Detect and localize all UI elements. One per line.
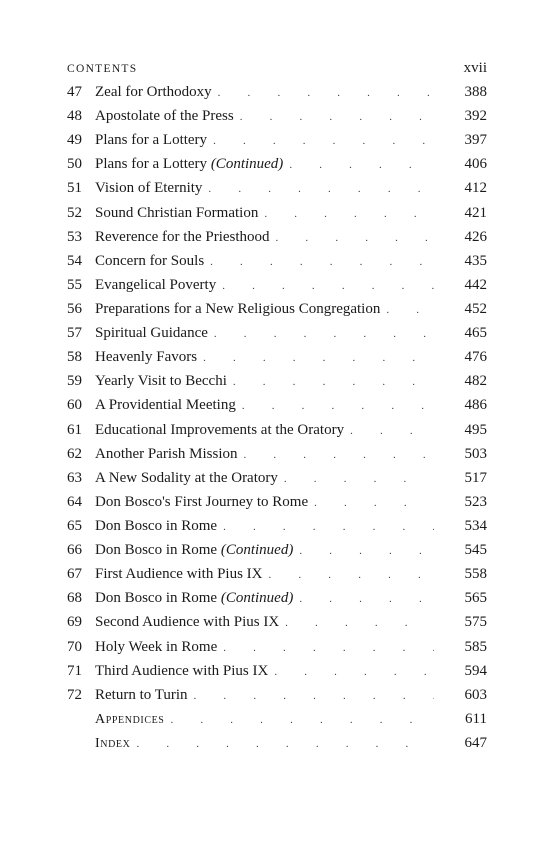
chapter-title (95, 80, 434, 105)
page-number: 421 (451, 201, 487, 225)
chapter-title-main: Don Bosco in Rome (95, 590, 218, 607)
chapter-number: 50 (67, 156, 82, 173)
toc-entry (67, 201, 487, 225)
chapter-title-main: Preparations for a New Religious Congregation (95, 300, 381, 317)
page-number: 426 (451, 225, 487, 249)
chapter-number: 49 (67, 132, 82, 149)
page-number: 647 (451, 731, 487, 755)
chapter-title-text (95, 614, 279, 630)
chapter-title-main: Third Audience with Pius IX (95, 662, 269, 679)
chapter-number: 64 (67, 493, 82, 510)
chapter-title-main: Yearly Visit to Becchi (95, 373, 227, 390)
chapter-number: 57 (67, 325, 82, 342)
page-number: 611 (451, 707, 487, 731)
page-number: 503 (451, 442, 487, 466)
chapter-title-main: Evangelical Poverty (95, 276, 217, 293)
toc-entry (67, 369, 487, 393)
chapter-title (95, 225, 434, 250)
chapter-number: 60 (67, 397, 82, 414)
chapter-title (95, 490, 434, 515)
toc-entry (67, 321, 487, 345)
chapter-number: 55 (67, 276, 82, 293)
chapter-title-text (95, 518, 217, 534)
toc-entry (67, 707, 487, 731)
chapter-title (95, 538, 434, 563)
chapter-title-main: Heavenly Favors (95, 349, 198, 366)
chapter-number: 48 (67, 108, 82, 125)
toc-entry (67, 393, 487, 417)
chapter-number: 71 (67, 662, 82, 679)
page-number: 392 (451, 104, 487, 128)
page-number: 545 (451, 538, 487, 562)
table-of-contents (67, 80, 487, 755)
page-number: 603 (451, 683, 487, 707)
chapter-title-text (95, 687, 188, 703)
page-number: 517 (451, 466, 487, 490)
chapter-title-main: Plans for a Lottery (95, 156, 208, 173)
chapter-number: 47 (67, 84, 82, 100)
page-number: 482 (451, 369, 487, 393)
chapter-title-text (95, 373, 227, 389)
chapter-title-main: Don Bosco in Rome (95, 542, 218, 559)
chapter-title-main: A New Sodality at the Oratory (95, 469, 278, 486)
chapter-title (95, 659, 434, 684)
chapter-title-main: Another Parish Mission (95, 445, 238, 462)
chapter-title-main: Return to Turin (95, 686, 188, 703)
chapter-title (95, 273, 434, 298)
chapter-title-text (95, 132, 207, 148)
toc-entry (67, 273, 487, 297)
chapter-title (95, 104, 434, 129)
chapter-number: 70 (67, 638, 82, 655)
toc-entry (67, 586, 487, 610)
chapter-title (95, 297, 434, 322)
page-number: 534 (451, 514, 487, 538)
chapter-title-text (95, 180, 202, 196)
chapter-title (95, 249, 434, 274)
page-number: 388 (451, 80, 487, 104)
chapter-title (95, 635, 434, 660)
chapter-title-main: First Audience with Pius IX (95, 566, 263, 583)
page-number: 465 (451, 321, 487, 345)
chapter-title-text (95, 590, 293, 606)
chapter-number: 62 (67, 445, 82, 462)
chapter-title-text (95, 494, 308, 510)
chapter-number: 52 (67, 204, 82, 221)
chapter-title-main: Holy Week in Rome (95, 638, 218, 655)
page-number: 452 (451, 297, 487, 321)
chapter-title (95, 466, 434, 491)
toc-entry (67, 562, 487, 586)
chapter-title (95, 369, 434, 394)
page-number: 523 (451, 490, 487, 514)
chapter-title-text (95, 84, 212, 100)
chapter-title-text (95, 277, 216, 293)
chapter-title-main: Don Bosco's First Journey to Rome (95, 493, 309, 510)
chapter-title-main: Concern for Souls (95, 252, 205, 269)
chapter-title-text (95, 446, 238, 462)
chapter-title-text (95, 108, 234, 124)
chapter-title-main: Second Audience with Pius IX (95, 614, 280, 631)
chapter-title-text (95, 253, 204, 269)
chapter-number: 72 (67, 686, 82, 703)
chapter-number: 65 (67, 517, 82, 534)
chapter-title-text (95, 566, 263, 582)
toc-entry (67, 104, 487, 128)
chapter-title (95, 610, 434, 635)
chapter-title-text (95, 301, 380, 317)
toc-entry (67, 610, 487, 634)
chapter-title (95, 128, 434, 153)
toc-entry (67, 225, 487, 249)
chapter-number: 53 (67, 228, 82, 245)
toc-entry (67, 659, 487, 683)
toc-entry (67, 683, 487, 707)
page-number: 412 (451, 176, 487, 200)
toc-entry (67, 418, 487, 442)
chapter-title-main: Spiritual Guidance (95, 325, 208, 342)
toc-entry (67, 345, 487, 369)
continued-label: (Continued) (210, 156, 284, 173)
toc-entry (67, 249, 487, 273)
chapter-number: 54 (67, 252, 82, 269)
page-number: 575 (451, 610, 487, 634)
chapter-title-main: Apostolate of the Press (95, 108, 234, 125)
chapter-title (95, 321, 434, 346)
chapter-title-text (95, 712, 164, 727)
toc-entry (67, 514, 487, 538)
toc-entry (67, 152, 487, 176)
chapter-title (95, 562, 434, 587)
toc-entry (67, 466, 487, 490)
page-number: 486 (451, 393, 487, 417)
chapter-title-text (95, 470, 278, 486)
toc-entry (67, 176, 487, 200)
chapter-number: 69 (67, 614, 82, 631)
page-number: 435 (451, 249, 487, 273)
chapter-number: 63 (67, 469, 82, 486)
chapter-number: 67 (67, 566, 82, 583)
page-number: 594 (451, 659, 487, 683)
page-number: 585 (451, 635, 487, 659)
page-folio: xvii (463, 60, 487, 76)
page-number: 558 (451, 562, 487, 586)
toc-entry (67, 731, 487, 755)
page-number: 476 (451, 345, 487, 369)
toc-entry (67, 128, 487, 152)
chapter-title-main: Sound Christian Formation (95, 204, 259, 221)
chapter-title (95, 345, 434, 370)
chapter-number: 61 (67, 421, 82, 438)
chapter-title-main: Zeal for Orthodoxy (95, 84, 212, 100)
chapter-title (95, 731, 434, 756)
toc-entry (67, 442, 487, 466)
chapter-title (95, 176, 434, 201)
chapter-title (95, 393, 434, 418)
chapter-title-main: Index (95, 735, 131, 751)
running-head-label: CONTENTS (67, 63, 138, 75)
chapter-number: 66 (67, 542, 82, 559)
page-number: 565 (451, 586, 487, 610)
chapter-title (95, 707, 434, 732)
chapter-title (95, 418, 434, 443)
toc-entry (67, 297, 487, 321)
continued-label: (Continued) (220, 542, 294, 559)
chapter-title-main: A Providential Meeting (95, 397, 236, 414)
toc-entry (67, 490, 487, 514)
chapter-title-main: Educational Improvements at the Oratory (95, 421, 345, 438)
toc-entry (67, 538, 487, 562)
chapter-title-main: Don Bosco in Rome (95, 517, 218, 534)
continued-label: (Continued) (220, 590, 294, 607)
chapter-title-text (95, 639, 217, 655)
chapter-title-main: Reverence for the Priesthood (95, 228, 270, 245)
chapter-title-text (95, 325, 208, 341)
running-head (67, 60, 487, 80)
chapter-title-text (95, 349, 197, 365)
chapter-title-text (95, 156, 283, 172)
chapter-title-main: Plans for a Lottery (95, 132, 208, 149)
page-number: 406 (451, 152, 487, 176)
chapter-number: 68 (67, 590, 82, 607)
chapter-number: 56 (67, 300, 82, 317)
page-number: 397 (451, 128, 487, 152)
page-number: 442 (451, 273, 487, 297)
chapter-title (95, 442, 434, 467)
chapter-title-main: Vision of Eternity (95, 180, 203, 197)
page-number: 495 (451, 418, 487, 442)
chapter-title (95, 683, 434, 708)
chapter-title (95, 201, 434, 226)
chapter-title-text (95, 205, 258, 221)
chapter-title-text (95, 542, 293, 558)
toc-entry (67, 80, 487, 104)
chapter-title-main: Appendices (95, 711, 165, 727)
chapter-title-text (95, 422, 344, 438)
chapter-number: 59 (67, 373, 82, 390)
chapter-title (95, 586, 434, 611)
chapter-title-text (95, 397, 236, 413)
chapter-title (95, 514, 434, 539)
toc-entry (67, 635, 487, 659)
chapter-title-text (95, 229, 270, 245)
chapter-number: 51 (67, 180, 82, 197)
chapter-title-text (95, 663, 268, 679)
chapter-number: 58 (67, 349, 82, 366)
chapter-title (95, 152, 434, 177)
chapter-title-text (95, 736, 130, 751)
